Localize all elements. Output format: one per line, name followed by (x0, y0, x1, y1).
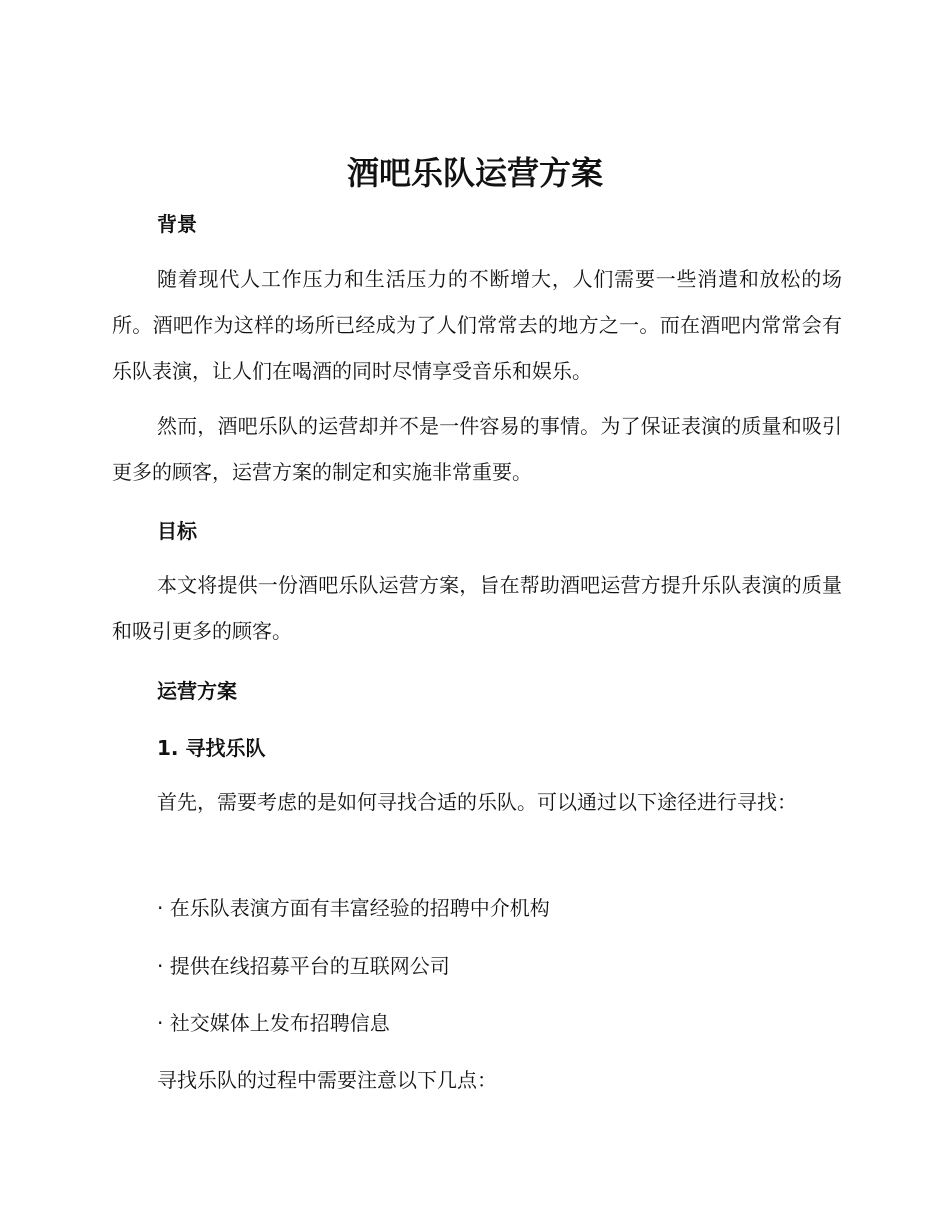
paragraph-background-1: 随着现代人工作压力和生活压力的不断增大，人们需要一些消遣和放松的场所。酒吧作为这样的场所已经成为了人们常常去的地方之一。而在酒吧内常常会有乐队表演，让人们在喝酒的同时尽情享受音乐和娱乐。 (112, 267, 842, 383)
paragraph-notes-intro: 寻找乐队的过程中需要注意以下几点： (157, 1068, 497, 1092)
list-item: · 提供在线招募平台的互联网公司 (157, 954, 450, 978)
section-heading-goal: 目标 (157, 519, 197, 543)
section-heading-background: 背景 (157, 212, 197, 236)
paragraph-goal-1: 本文将提供一份酒吧乐队运营方案，旨在帮助酒吧运营方提升乐队表演的质量和吸引更多的顾客。 (112, 573, 842, 643)
list-item: · 社交媒体上发布招聘信息 (157, 1011, 390, 1035)
subheading-find-band: 1. 寻找乐队 (157, 736, 266, 760)
paragraph-find-band-intro: 首先，需要考虑的是如何寻找合适的乐队。可以通过以下途径进行寻找： (157, 790, 797, 814)
paragraph-background-2: 然而，酒吧乐队的运营却并不是一件容易的事情。为了保证表演的质量和吸引更多的顾客，运营方案的制定和实施非常重要。 (112, 414, 842, 484)
document-title: 酒吧乐队运营方案 (346, 154, 603, 192)
section-heading-plan: 运营方案 (157, 679, 237, 703)
list-item: · 在乐队表演方面有丰富经验的招聘中介机构 (157, 896, 550, 920)
